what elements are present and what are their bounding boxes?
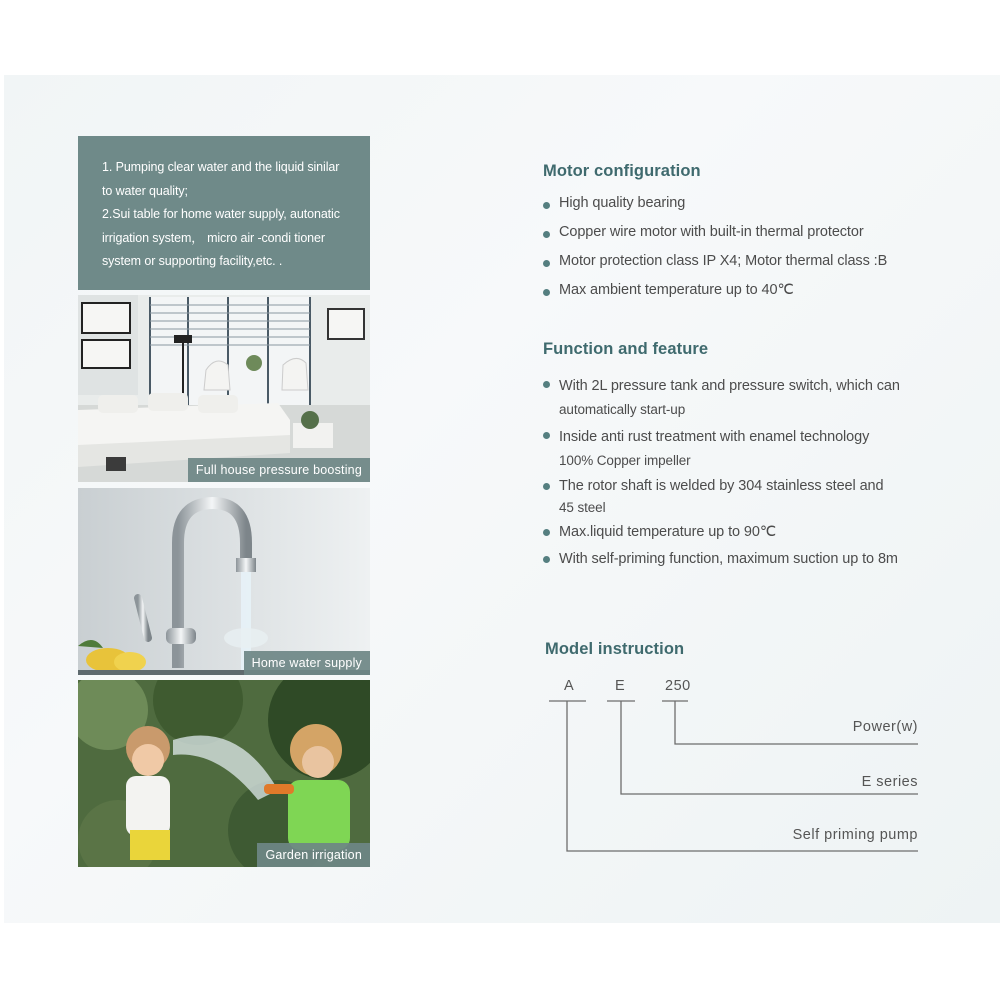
garden-photo	[78, 680, 370, 867]
feature-text: With 2L pressure tank and pressure switch, which can	[559, 378, 900, 394]
model-code-power: 250	[665, 678, 691, 694]
list-item	[543, 476, 900, 522]
model-label-pump: Self priming pump	[792, 827, 918, 843]
feature-text: Max.liquid temperature up to 90℃	[559, 524, 777, 540]
list-item	[543, 374, 900, 425]
list-item	[543, 549, 900, 576]
list-item	[543, 425, 900, 476]
feature-text: With self-priming function, maximum suction up to 8m	[559, 551, 898, 567]
living-room-photo	[78, 295, 370, 482]
function-feature-list	[543, 374, 900, 576]
list-item	[543, 522, 900, 549]
function-feature-heading: Function and feature	[543, 340, 709, 358]
list-item: Max ambient temperature up to 40℃	[543, 282, 887, 311]
intro-box	[78, 136, 370, 290]
feature-text: Inside anti rust treatment with enamel technology	[559, 429, 870, 445]
model-label-power: Power(w)	[852, 719, 918, 735]
photo-caption-3: Garden irrigation	[257, 843, 370, 867]
faucet-photo	[78, 488, 370, 675]
list-item: Motor protection class IP X4; Motor thermal class :B	[543, 253, 887, 282]
model-code-a: A	[564, 678, 575, 694]
model-instruction-heading: Model instruction	[545, 640, 685, 658]
list-item: High quality bearing	[543, 195, 887, 224]
list-item: Copper wire motor with built-in thermal protector	[543, 224, 887, 253]
model-code-e: E	[615, 678, 626, 694]
photo-caption-2: Home water supply	[244, 651, 370, 675]
motor-configuration-list	[543, 195, 887, 311]
feature-subtext: 100% Copper impeller	[559, 453, 691, 468]
feature-text: The rotor shaft is welded by 304 stainless steel and	[559, 478, 884, 494]
feature-subtext: automatically start-up	[559, 402, 686, 417]
photo-caption-1: Full house pressure boosting	[188, 458, 370, 482]
feature-subtext: 45 steel	[559, 500, 606, 515]
model-label-series: E series	[861, 774, 918, 790]
intro-point-2: 2.Sui table for home water supply, autonatic irrigation system， micro air -condi tioner system or supporting facility,etc. .	[102, 207, 340, 268]
motor-configuration-heading: Motor configuration	[543, 162, 701, 180]
intro-point-1: 1. Pumping clear water and the liquid sinilar to water quality;	[102, 160, 340, 198]
